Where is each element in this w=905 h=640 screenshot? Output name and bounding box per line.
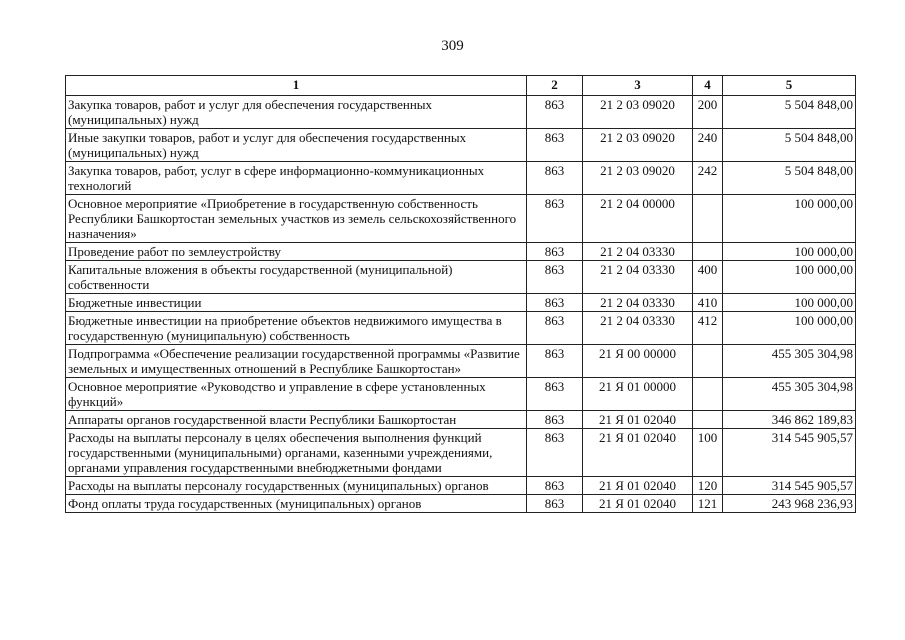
column-header-csr: 3: [583, 76, 693, 96]
row-csr: 21 2 03 09020: [583, 162, 693, 195]
row-sum: 455 305 304,98: [723, 345, 856, 378]
row-ved: 863: [527, 411, 583, 429]
table-row: [66, 261, 856, 294]
row-csr: 21 2 04 03330: [583, 243, 693, 261]
row-sum: 100 000,00: [723, 261, 856, 294]
row-csr: 21 2 04 03330: [583, 312, 693, 345]
row-csr: 21 2 04 03330: [583, 261, 693, 294]
row-csr: 21 Я 01 02040: [583, 429, 693, 477]
row-sum: 100 000,00: [723, 195, 856, 243]
row-vr: 242: [693, 162, 723, 195]
row-vr: [693, 345, 723, 378]
row-vr: [693, 411, 723, 429]
table-row: [66, 294, 856, 312]
column-header-sum: 5: [723, 76, 856, 96]
row-sum: 5 504 848,00: [723, 96, 856, 129]
row-ved: 863: [527, 243, 583, 261]
table-row: [66, 312, 856, 345]
row-sum: 314 545 905,57: [723, 477, 856, 495]
row-name: Основное мероприятие «Приобретение в государственную собственность Республики Башкортостан земельных участков из земель сельскохозяйственного назначения»: [66, 195, 527, 243]
row-vr: 410: [693, 294, 723, 312]
row-csr: 21 2 03 09020: [583, 129, 693, 162]
table-row: [66, 96, 856, 129]
row-name: Фонд оплаты труда государственных (муниципальных) органов: [66, 495, 527, 513]
row-name: Закупка товаров, работ и услуг для обеспечения государственных (муниципальных) нужд: [66, 96, 527, 129]
row-name: Проведение работ по землеустройству: [66, 243, 527, 261]
header-row: [66, 76, 856, 96]
row-ved: 863: [527, 495, 583, 513]
row-vr: 200: [693, 96, 723, 129]
table-header: [66, 76, 856, 96]
row-csr: 21 Я 01 00000: [583, 378, 693, 411]
budget-table: [65, 75, 856, 513]
row-vr: [693, 195, 723, 243]
row-name: Бюджетные инвестиции на приобретение объектов недвижимого имущества в государственную (муниципальную) собственность: [66, 312, 527, 345]
row-ved: 863: [527, 294, 583, 312]
row-sum: 346 862 189,83: [723, 411, 856, 429]
row-name: Подпрограмма «Обеспечение реализации государственной программы «Развитие земельных и имущественных отношений в Республике Башкортостан»: [66, 345, 527, 378]
row-csr: 21 Я 01 02040: [583, 411, 693, 429]
column-header-vr: 4: [693, 76, 723, 96]
column-header-ved: 2: [527, 76, 583, 96]
row-vr: 120: [693, 477, 723, 495]
row-ved: 863: [527, 195, 583, 243]
row-csr: 21 Я 01 02040: [583, 495, 693, 513]
row-vr: 121: [693, 495, 723, 513]
row-sum: 5 504 848,00: [723, 162, 856, 195]
row-ved: 863: [527, 129, 583, 162]
table-row: [66, 243, 856, 261]
row-ved: 863: [527, 378, 583, 411]
row-name: Капитальные вложения в объекты государственной (муниципальной) собственности: [66, 261, 527, 294]
row-vr: [693, 378, 723, 411]
row-sum: 243 968 236,93: [723, 495, 856, 513]
row-ved: 863: [527, 261, 583, 294]
table-row: [66, 429, 856, 477]
row-name: Иные закупки товаров, работ и услуг для обеспечения государственных (муниципальных) нужд: [66, 129, 527, 162]
row-ved: 863: [527, 162, 583, 195]
row-ved: 863: [527, 477, 583, 495]
row-sum: 100 000,00: [723, 243, 856, 261]
row-vr: 400: [693, 261, 723, 294]
row-sum: 5 504 848,00: [723, 129, 856, 162]
row-ved: 863: [527, 96, 583, 129]
row-sum: 455 305 304,98: [723, 378, 856, 411]
row-csr: 21 2 03 09020: [583, 96, 693, 129]
table-row: [66, 162, 856, 195]
row-name: Бюджетные инвестиции: [66, 294, 527, 312]
row-ved: 863: [527, 429, 583, 477]
row-vr: [693, 243, 723, 261]
row-csr: 21 2 04 03330: [583, 294, 693, 312]
page-number: 309: [441, 38, 464, 54]
row-sum: 100 000,00: [723, 294, 856, 312]
row-name: Закупка товаров, работ, услуг в сфере информационно-коммуникационных технологий: [66, 162, 527, 195]
table-row: [66, 378, 856, 411]
row-ved: 863: [527, 312, 583, 345]
table-row: [66, 129, 856, 162]
row-vr: 100: [693, 429, 723, 477]
table-row: [66, 411, 856, 429]
row-sum: 100 000,00: [723, 312, 856, 345]
row-name: Расходы на выплаты персоналу в целях обеспечения выполнения функций государственными (муниципальными) органами, казенными учреждениями, органами управления государственными внебюджетными фондами: [66, 429, 527, 477]
row-name: Аппараты органов государственной власти Республики Башкортостан: [66, 411, 527, 429]
row-ved: 863: [527, 345, 583, 378]
table-row: [66, 495, 856, 513]
table-body: [66, 96, 856, 513]
row-name: Расходы на выплаты персоналу государственных (муниципальных) органов: [66, 477, 527, 495]
table-row: [66, 477, 856, 495]
table-row: [66, 195, 856, 243]
row-csr: 21 2 04 00000: [583, 195, 693, 243]
table-row: [66, 345, 856, 378]
row-csr: 21 Я 00 00000: [583, 345, 693, 378]
row-sum: 314 545 905,57: [723, 429, 856, 477]
row-name: Основное мероприятие «Руководство и управление в сфере установленных функций»: [66, 378, 527, 411]
column-header-name: 1: [66, 76, 527, 96]
row-csr: 21 Я 01 02040: [583, 477, 693, 495]
row-vr: 240: [693, 129, 723, 162]
row-vr: 412: [693, 312, 723, 345]
